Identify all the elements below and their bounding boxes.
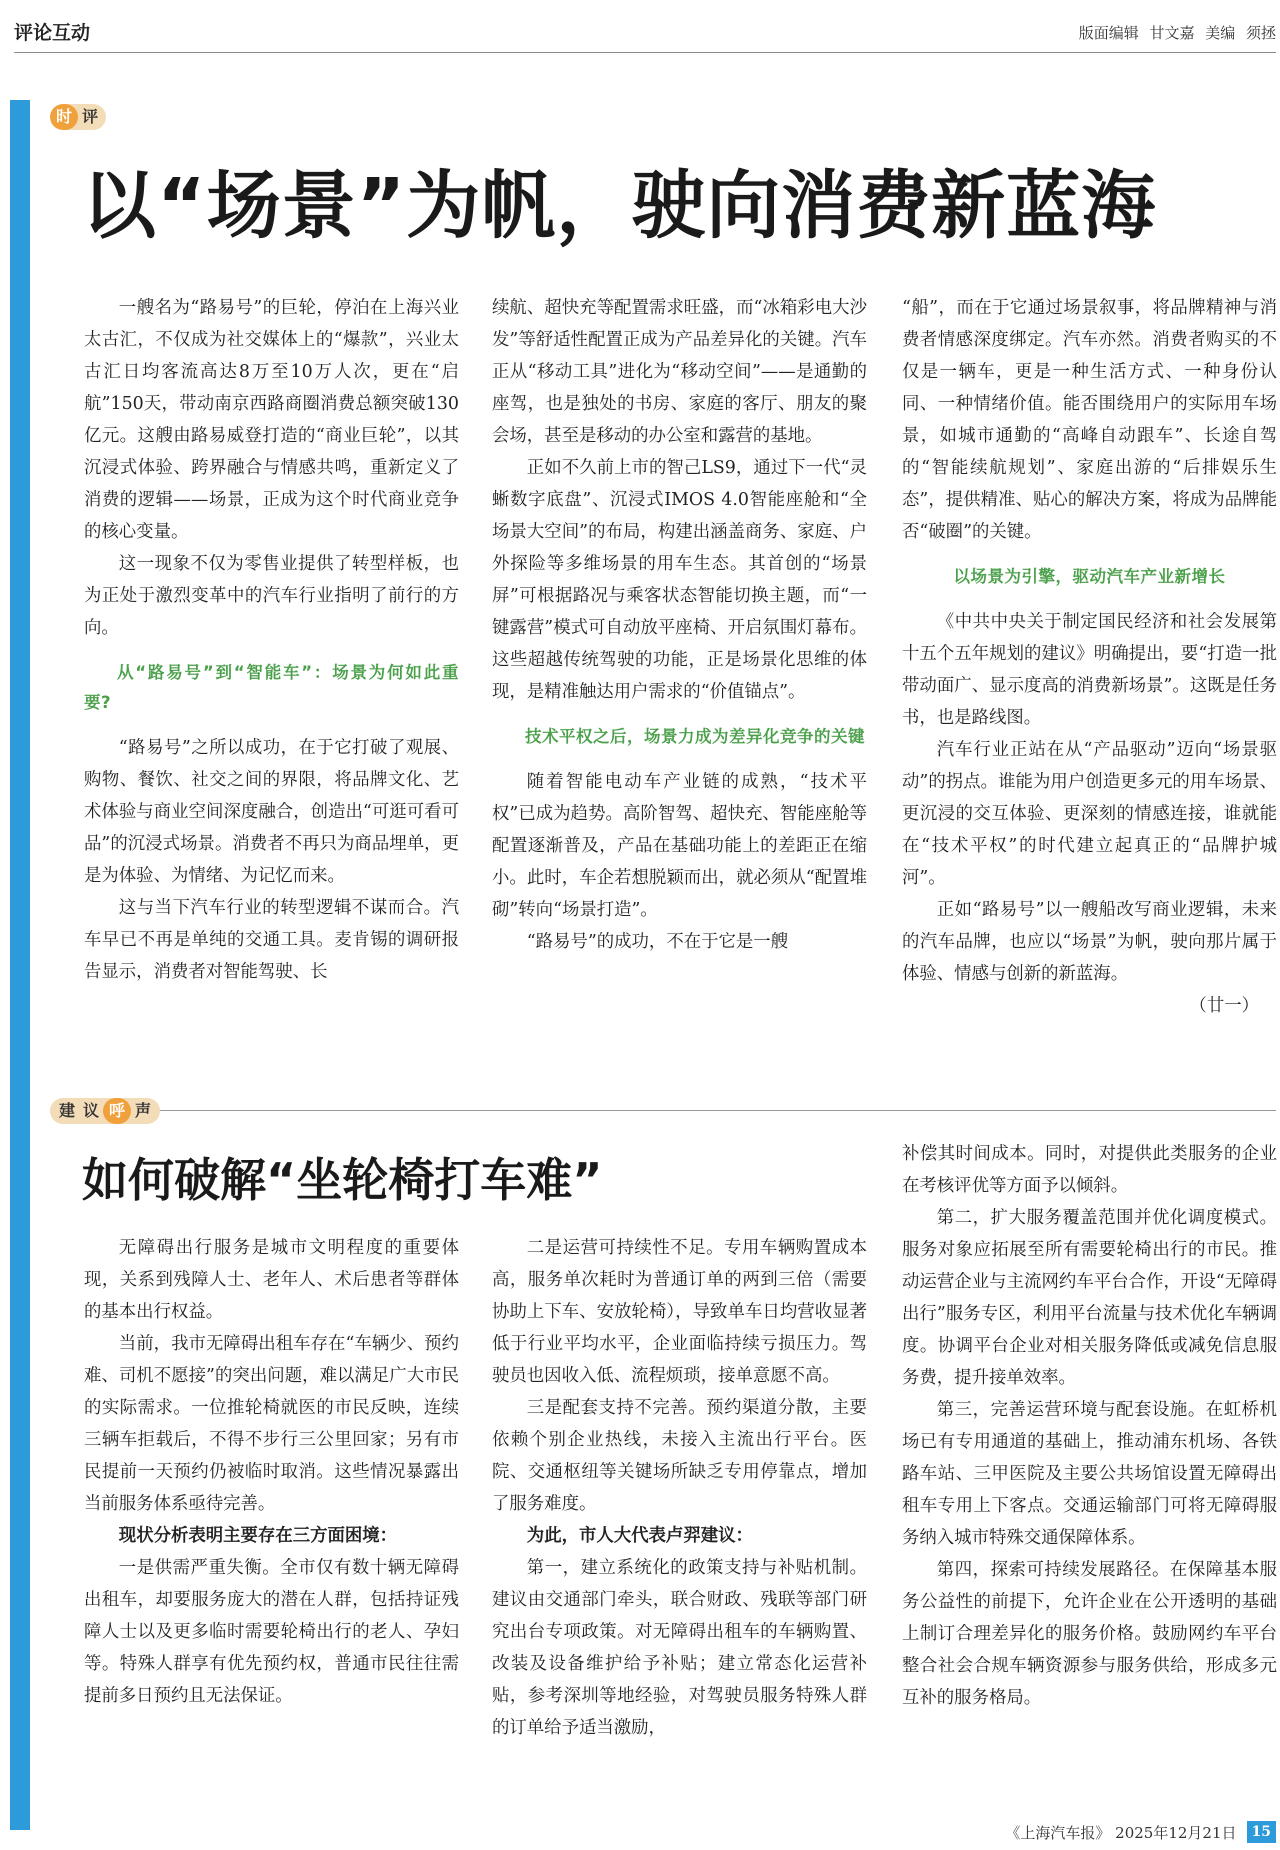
paragraph: 为此，市人大代表卢羿建议： bbox=[526, 1526, 753, 1546]
paragraph: 这与当下汽车行业的转型逻辑不谋而合。汽车早已不再是单纯的交通工具。麦肯锡的调研报告显示，消费者对智能驾驶、长 bbox=[84, 898, 459, 982]
paragraph: 二是运营可持续性不足。专用车辆购置成本高，服务单次耗时为普通订单的两到三倍（需要协助上下车、安放轮椅），导致单车日均营收显著低于行业平均水平，企业面临持续亏损压力。驾驶员也因收入低、流程烦琐，接单意愿不高。 bbox=[492, 1238, 867, 1386]
commentary-tag bbox=[50, 104, 106, 130]
paragraph: 续航、超快充等配置需求旺盛，而“冰箱彩电大沙发”等舒适性配置正成为产品差异化的关键。汽车正从“移动工具”进化为“移动空间”——是通勤的座驾，也是独处的书房、家庭的客厅、朋友的聚会场，甚至是移动的办公室和露营的基地。 bbox=[492, 298, 867, 446]
accent-bar bbox=[10, 100, 30, 1830]
tag-char: 声 bbox=[135, 1101, 152, 1120]
paragraph: 补偿其时间成本。同时，对提供此类服务的企业在考核评优等方面予以倾斜。 bbox=[902, 1144, 1277, 1196]
paragraph: 随着智能电动车产业链的成熟，“技术平权”已成为趋势。高阶智驾、超快充、智能座舱等配置逐渐普及，产品在基础功能上的差距正在缩小。此时，车企若想脱颖而出，就必须从“配置堆砌”转向“场景打造”。 bbox=[492, 772, 867, 920]
paragraph: 正如不久前上市的智己LS9，通过下一代“灵蜥数字底盘”、沉浸式IMOS 4.0智能座舱和“全场景大空间”的布局，构建出涵盖商务、家庭、户外探险等多维场景的用车生态。其首创的“场景屏”可根据路况与乘客状态智能切换主题，而“一键露营”模式可自动放平座椅、开启氛围灯幕布。这些超越传统驾驶的功能，正是场景化思维的体现，是精准触达用户需求的“价值锚点”。 bbox=[492, 458, 867, 702]
editor-credits: 版面编辑 甘文嘉 美编 须拯 bbox=[1078, 24, 1276, 42]
paragraph: 无障碍出行服务是城市文明程度的重要体现，关系到残障人士、老年人、术后患者等群体的基本出行权益。 bbox=[84, 1238, 459, 1322]
subheading: 从“路易号”到“智能车”：场景为何如此重要? bbox=[84, 663, 459, 712]
page-header bbox=[14, 12, 1276, 53]
paragraph: “路易号”的成功，不在于它是一艘 bbox=[526, 932, 789, 952]
author-signature: （廿一） bbox=[1189, 996, 1259, 1016]
tag-char: 呼 bbox=[103, 1098, 131, 1124]
section-name: 评论互动 bbox=[14, 22, 91, 44]
tag-char: 建 bbox=[59, 1101, 76, 1120]
article1-column-3 bbox=[902, 292, 1277, 1022]
article1-column-1 bbox=[84, 292, 459, 988]
paper-name-date: 《上海汽车报》 2025年12月21日 bbox=[1005, 1823, 1237, 1842]
article2-column-2 bbox=[492, 1232, 867, 1744]
paragraph: 一是供需严重失衡。全市仅有数十辆无障碍出租车，却要服务庞大的潜在人群，包括持证残障人士以及更多临时需要轮椅出行的老人、孕妇等。特殊人群享有优先预约权，普通市民往往需提前多日预约且无法保证。 bbox=[84, 1558, 459, 1706]
tag-char: 议 bbox=[83, 1101, 100, 1120]
paragraph: “船”，而在于它通过场景叙事，将品牌精神与消费者情感深度绑定。汽车亦然。消费者购买的不仅是一辆车，更是一种生活方式、一种身份认同、一种情绪价值。能否围绕用户的实际用车场景，如城市通勤的“高峰自动跟车”、长途自驾的“智能续航规划”、家庭出游的“后排娱乐生态”，提供精准、贴心的解决方案，将成为品牌能否“破圈”的关键。 bbox=[902, 298, 1277, 542]
paragraph: 第四，探索可持续发展路径。在保障基本服务公益性的前提下，允许企业在公开透明的基础上制订合理差异化的服务价格。鼓励网约车平台整合社会合规车辆资源参与服务供给，形成多元互补的服务格局。 bbox=[902, 1560, 1277, 1708]
proposal-tag bbox=[50, 1098, 160, 1124]
tag-char: 评 bbox=[82, 107, 99, 126]
section-divider bbox=[160, 1110, 1276, 1111]
paragraph: 现状分析表明主要存在三方面困境： bbox=[118, 1526, 398, 1546]
article1-title: 以“场景”为帆，驶向消费新蓝海 bbox=[82, 163, 1157, 249]
article2-column-3 bbox=[902, 1138, 1277, 1714]
article1-column-2 bbox=[492, 292, 867, 958]
paragraph: 《中共中央关于制定国民经济和社会发展第十五个五年规划的建议》明确提出，要“打造一批带动面广、显示度高的消费新场景”。这既是任务书，也是路线图。 bbox=[902, 612, 1277, 728]
paragraph: 第一，建立系统化的政策支持与补贴机制。建议由交通部门牵头，联合财政、残联等部门研究出台专项政策。对无障碍出租车的车辆购置、改装及设备维护给予补贴；建立常态化运营补贴，参考深圳等地经验，对驾驶员服务特殊人群的订单给予适当激励， bbox=[492, 1558, 867, 1738]
paragraph: 一艘名为“路易号”的巨轮，停泊在上海兴业太古汇，不仅成为社交媒体上的“爆款”，兴业太古汇日均客流高达8万至10万人次，更在“启航”150天，带动南京西路商圈消费总额突破130亿元。这艘由路易威登打造的“商业巨轮”，以其沉浸式体验、跨界融合与情感共鸣，重新定义了消费的逻辑——场景，正成为这个时代商业竞争的核心变量。 bbox=[84, 298, 459, 542]
paragraph: 第二，扩大服务覆盖范围并优化调度模式。服务对象应拓展至所有需要轮椅出行的市民。推动运营企业与主流网约车平台合作，开设“无障碍出行”服务专区，利用平台流量与技术优化车辆调度。协调平台企业对相关服务降低或减免信息服务费，提升接单效率。 bbox=[902, 1208, 1277, 1388]
paragraph: 三是配套支持不完善。预约渠道分散，主要依赖个别企业热线，未接入主流出行平台。医院、交通枢纽等关键场所缺乏专用停靠点，增加了服务难度。 bbox=[492, 1398, 867, 1514]
paragraph: 第三，完善运营环境与配套设施。在虹桥机场已有专用通道的基础上，推动浦东机场、各铁路车站、三甲医院及主要公共场馆设置无障碍出租车专用上下客点。交通运输部门可将无障碍服务纳入城市特殊交通保障体系。 bbox=[902, 1400, 1277, 1548]
article2-title: 如何破解“坐轮椅打车难” bbox=[82, 1153, 603, 1207]
subheading: 技术平权之后，场景力成为差异化竞争的关键 bbox=[525, 727, 865, 746]
page-footer bbox=[1005, 1820, 1276, 1844]
tag-char: 时 bbox=[50, 104, 78, 130]
paragraph: “路易号”之所以成功，在于它打破了观展、购物、餐饮、社交之间的界限，将品牌文化、艺术体验与商业空间深度融合，创造出“可逛可看可品”的沉浸式场景。消费者不再只为商品埋单，更是为体验、为情绪、为记忆而来。 bbox=[84, 738, 459, 886]
page-number: 15 bbox=[1247, 1821, 1276, 1843]
article2-column-1 bbox=[84, 1232, 459, 1712]
paragraph: 当前，我市无障碍出租车存在“车辆少、预约难、司机不愿接”的突出问题，难以满足广大市民的实际需求。一位推轮椅就医的市民反映，连续三辆车拒载后，不得不步行三公里回家；另有市民提前一天预约仍被临时取消。这些情况暴露出当前服务体系亟待完善。 bbox=[84, 1334, 459, 1514]
paragraph: 这一现象不仅为零售业提供了转型样板，也为正处于激烈变革中的汽车行业指明了前行的方向。 bbox=[84, 554, 459, 638]
paragraph: 汽车行业正站在从“产品驱动”迈向“场景驱动”的拐点。谁能为用户创造更多元的用车场景、更沉浸的交互体验、更深刻的情感连接，谁就能在“技术平权”的时代建立起真正的“品牌护城河”。 bbox=[902, 740, 1277, 888]
paragraph: 正如“路易号”以一艘船改写商业逻辑，未来的汽车品牌，也应以“场景”为帆，驶向那片属于体验、情感与创新的新蓝海。 bbox=[902, 900, 1277, 984]
subheading: 以场景为引擎，驱动汽车产业新增长 bbox=[953, 567, 1226, 586]
